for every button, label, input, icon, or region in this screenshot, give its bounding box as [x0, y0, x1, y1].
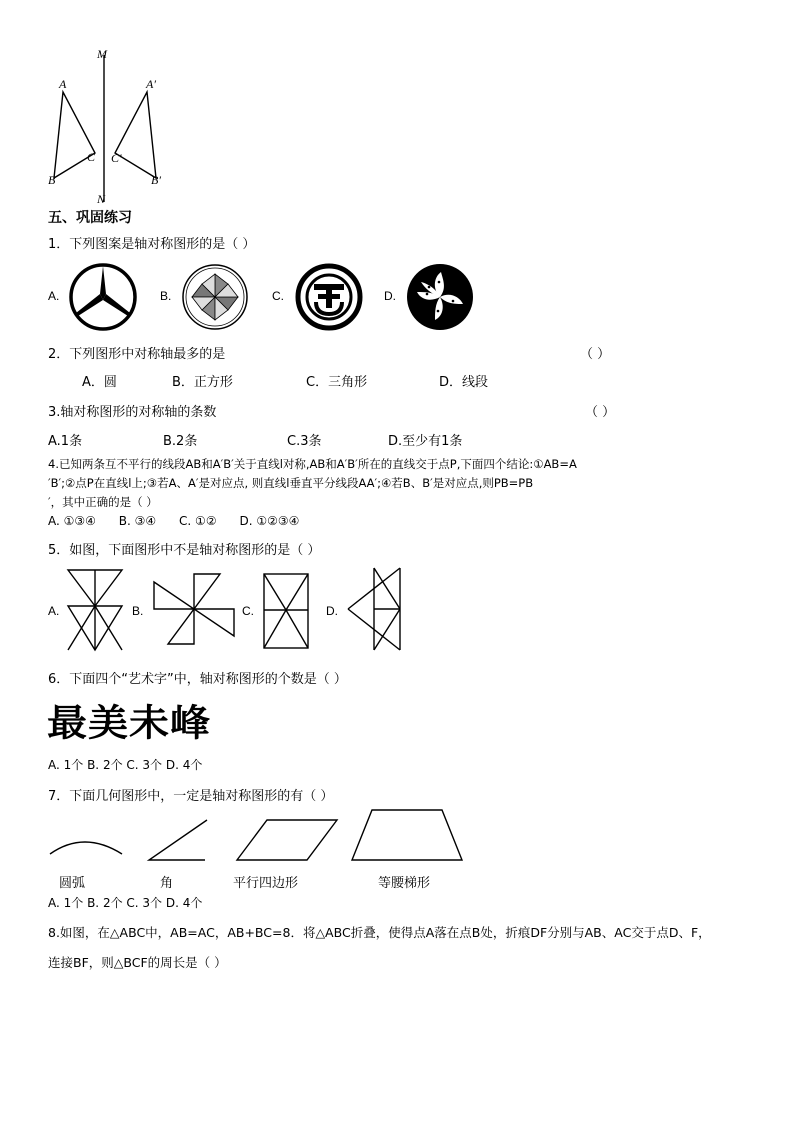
label-m: M: [97, 47, 107, 61]
label-trapezoid: 等腰梯形: [378, 876, 431, 891]
triangles-stack-icon: [66, 568, 124, 652]
bauhinia-flower-icon: [405, 262, 475, 332]
windmill-triangles-icon: [152, 572, 236, 646]
label-n: N: [97, 192, 106, 206]
q2-paren: （ ）: [580, 347, 611, 362]
q2-option-c: C．三角形: [306, 375, 368, 390]
art-text: 最美未峰: [47, 702, 211, 745]
q7-options: A. 1个 B. 2个 C. 3个 D. 4个: [48, 896, 203, 910]
label-b: B: [48, 173, 56, 187]
q1-option-a: A.: [48, 289, 60, 303]
label-c: C: [87, 150, 96, 164]
q3-option-c: C.3条: [287, 434, 322, 449]
label-a-prime: A′: [146, 77, 156, 91]
label-b-prime: B′: [151, 173, 161, 187]
q6-stem: 6．下面四个“艺术字”中，轴对称图形的个数是（ ）: [48, 672, 347, 687]
arc-shape-icon: [48, 830, 124, 860]
q1-option-b: B.: [160, 289, 172, 303]
rectangle-triangles-icon: [262, 572, 310, 650]
q4-line-3: ′，其中正确的是（ ）: [48, 495, 158, 509]
q5-option-c: C.: [242, 604, 254, 618]
q6-options: A. 1个 B. 2个 C. 3个 D. 4个: [48, 758, 203, 772]
isosceles-trapezoid-icon: [350, 808, 464, 862]
q2-option-d: D．线段: [439, 375, 489, 390]
mercedes-logo-icon: [68, 262, 138, 332]
q1-stem: 1．下列图案是轴对称图形的是（ ）: [48, 237, 256, 252]
q3-option-d: D.至少有1条: [388, 434, 463, 449]
q4-options: A. ①③④ B. ③④ C. ①② D. ①②③④: [48, 514, 300, 528]
q5-option-a: A.: [48, 604, 60, 618]
label-a: A: [59, 77, 67, 91]
label-parallelogram: 平行四边形: [233, 876, 299, 891]
q4-line-1: 4.已知两条互不平行的线段AB和A′B′关于直线l对称,AB和A′B′所在的直线交于点P,下面四个结论:①AB=A: [48, 457, 577, 471]
q3-paren: （ ）: [585, 405, 616, 420]
q5-option-b: B.: [132, 604, 144, 618]
q2-option-a: A．圆: [82, 375, 117, 390]
q8-line-2: 连接BF，则△BCF的周长是（ ）: [48, 955, 227, 970]
q2-option-b: B．正方形: [172, 375, 233, 390]
round-seal-logo-icon: [294, 262, 364, 332]
q3-option-b: B.2条: [163, 434, 198, 449]
label-arc: 圆弧: [59, 876, 86, 891]
label-c-prime: C′: [111, 151, 122, 165]
parallelogram-shape-icon: [235, 818, 339, 862]
q5-option-d: D.: [326, 604, 338, 618]
butterfly-triangles-icon: [346, 566, 402, 652]
q3-stem: 3.轴对称图形的对称轴的条数: [48, 405, 217, 420]
q1-option-c: C.: [272, 289, 284, 303]
angle-shape-icon: [147, 818, 209, 862]
q3-option-a: A.1条: [48, 434, 83, 449]
q7-stem: 7．下面几何图形中，一定是轴对称图形的有（ ）: [48, 789, 334, 804]
q5-stem: 5．如图，下面图形中不是轴对称图形的是（ ）: [48, 543, 321, 558]
pinwheel-logo-icon: [180, 262, 250, 332]
label-angle: 角: [160, 876, 174, 891]
q1-option-d: D.: [384, 289, 396, 303]
section-title: 五、巩固练习: [48, 210, 132, 226]
q4-line-2: ′B′;②点P在直线l上;③若A、A′是对应点, 则直线l垂直平分线段AA′;④若B、B′是对应点,则PB=PB: [48, 476, 534, 490]
q8-line-1: 8.如图，在△ABC中，AB=AC，AB+BC=8．将△ABC折叠，使得点A落在点B处，折痕DF分别与AB、AC交于点D、F，: [48, 925, 711, 940]
q2-stem: 2．下列图形中对称轴最多的是: [48, 347, 226, 362]
